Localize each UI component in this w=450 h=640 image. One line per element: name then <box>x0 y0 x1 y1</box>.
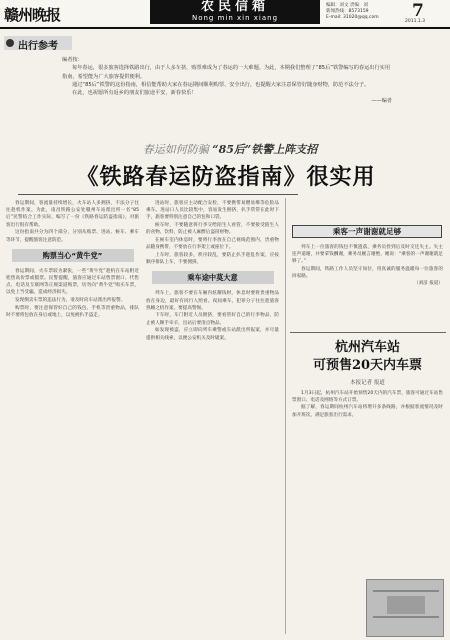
article-paragraph: 春运期间，客流量持续增长，火车站人多拥挤，不法分子往往趁机作案。为此，南昌铁路公安处赣州车站派出所一名“85后”民警结合工作实际，编写了一份《铁路春运防盗指南》，对旅客出行很有帮助。 <box>6 201 139 228</box>
section-banner <box>150 0 320 24</box>
sidebar-divider <box>290 332 446 333</box>
editor-note-greeting: 编者按： <box>62 57 83 63</box>
kicker-headline <box>40 141 420 157</box>
editor-meta <box>326 3 379 21</box>
article-paragraph: 如发现被盗，应立即向列车乘警或车站派出所报案，并尽量提供相关线索，以便公安机关及时破案。 <box>146 328 279 341</box>
sidebar-byline: 本报记者 报道 <box>350 380 385 386</box>
article-paragraph: 上车时，旅客较多，秩序较乱，要防止扒手趁乱作案，应按顺序排队上车，不要拥挤。 <box>146 252 279 266</box>
article-paragraph: 进站时，旅客应主动配合安检，不要携带易燃易爆等危险品乘车。进站口人员比较集中，容易发生拥挤，扒手常常在此时下手，旅客要特别注意自己的包和口袋。 <box>146 201 279 221</box>
bullet-icon <box>6 39 14 47</box>
news-photo <box>366 579 444 637</box>
article-subhead: 乘车途中莫大意 <box>152 271 274 284</box>
sidebar-article-text <box>292 390 443 419</box>
article-paragraph: 春运期间，火车票较为紧张，一些“黄牛党”趁机在车站附近兜售高价票或假票。民警提醒，旅客应通过车站售票窗口、代售点、电话及互联网等正规渠道购票，切勿向“黄牛党”购买车票，以免上当受骗，造成经济损失。 <box>6 268 139 296</box>
editor-note-sign: ——编者 <box>371 98 392 105</box>
masthead <box>0 0 450 26</box>
meta-line: E-mail: 31020@qq.com <box>326 15 379 20</box>
sidebar-paragraph: 1月3日起，杭州汽车站开始预售20天内的汽车票，旅客可通过车站售票窗口、电话及网络等方式订票。 <box>292 391 443 404</box>
editor-note-paragraph: 通过“85后”铁警的这份指南，相信能帮助大家在春运期间顺利购票、安全出行，也提醒大家注意保管好随身财物，防范不法分子。 <box>72 81 370 88</box>
meta-line: 编辑：刘文 责编：刘 <box>326 3 368 8</box>
sidebar-box-title: 乘客一声谢谢就足够 <box>292 225 442 238</box>
article-paragraph: 下车时，车门附近人员拥挤，要看管好自己的行李物品，防止被人顺手牵羊，出站后要清点物品。 <box>146 313 279 326</box>
headline-rule <box>18 194 298 195</box>
meta-line: 新闻热线：8573159 <box>326 9 369 14</box>
kicker-quote: “85后”铁警上阵支招 <box>212 143 318 156</box>
sidebar-box-text <box>292 244 443 287</box>
sidebar-paragraph: 春运期间，铁路工作人员坚守岗位，用真诚的服务温暖每一位旅客的回家路。 <box>292 266 443 279</box>
section-tag <box>4 36 72 50</box>
photo-detail <box>373 590 439 592</box>
issue-date: 2011.1.3 <box>405 19 426 24</box>
section-tag-label: 出行参考 <box>18 41 58 52</box>
main-headline: 《铁路春运防盗指南》很实用 <box>76 164 376 190</box>
sidebar-title-line-2: 可预售20天内车票 <box>312 358 423 373</box>
article-paragraph: 列车上，旅客不要在车厢内炫耀钱财，休息时要将贵重物品放在身边，最好有同行人照看。夜间乘车，犯罪分子往往趁旅客熟睡之机作案，要提高警惕。 <box>146 291 279 311</box>
newspaper-logo: 赣州晚报 <box>4 6 61 24</box>
masthead-rule <box>0 27 450 29</box>
kicker-text: 春运如何防骗 <box>142 143 209 156</box>
sidebar-article-title <box>292 339 443 375</box>
article-paragraph: 在候车室内休息时，要将行李放在自己视线范围内，贵重物品随身携带，不要放在行李架上或座位下。 <box>146 238 279 251</box>
article-column-1 <box>6 200 139 636</box>
article-paragraph: 候车时，不要随意将行李交给陌生人看管，不要接受陌生人的食物、饮料，防止被人麻醉后盗窃财物。 <box>146 223 279 236</box>
sidebar-sign: （刘彦 报道） <box>413 281 443 287</box>
page-number: 7 <box>412 1 424 21</box>
photo-detail <box>373 616 439 618</box>
editor-note <box>62 56 392 106</box>
photo-detail <box>387 596 425 614</box>
sidebar-paragraph: 据了解，春运期间杭州汽车站将增开多条线路，并根据客流情况及时加开班次，满足旅客出行需求。 <box>292 405 443 418</box>
sidebar-title-line-1: 杭州汽车站 <box>334 340 400 355</box>
section-title-cn: 农民信箱 <box>200 0 269 14</box>
article-paragraph: 购票时，要注意保管好自己的钱包、手机等贵重物品，排队时不要将包放在身后或地上，以免被扒手盗走。 <box>6 305 139 318</box>
article-column-2 <box>146 200 279 636</box>
sidebar-paragraph: 列车上一位旅客的钱包不慎遗落，乘务员捡到后及时交还失主。失主连声道谢，并要拿钱酬谢，乘务员婉言谢绝，她说：“乘客的一声谢谢就足够了。” <box>292 245 443 265</box>
column-divider <box>285 198 286 634</box>
article-paragraph: 这份指南共分为四个部分，分别从购票、进站、候车、乘车等环节，提醒旅客注意防范。 <box>6 230 139 243</box>
article-paragraph: 发现倒卖车票的违法行为，请及时向车站派出所报警。 <box>15 298 126 304</box>
section-title-en: Nong min xin xiang <box>191 14 279 22</box>
editor-note-paragraph: 每年春运，很多旅客选择铁路出行，由于人多车挤，购票难成为了春运的一大难题。为此，本期我们整理了“85后”铁警编写的春运出行实用指南，希望能为广大旅客提供便利。 <box>62 65 391 80</box>
editor-note-paragraph: 在此，也祝愿所有返乡的朋友们旅途平安，新春快乐！ <box>72 90 197 97</box>
article-subhead: 购票当心“黄牛党” <box>12 249 134 262</box>
